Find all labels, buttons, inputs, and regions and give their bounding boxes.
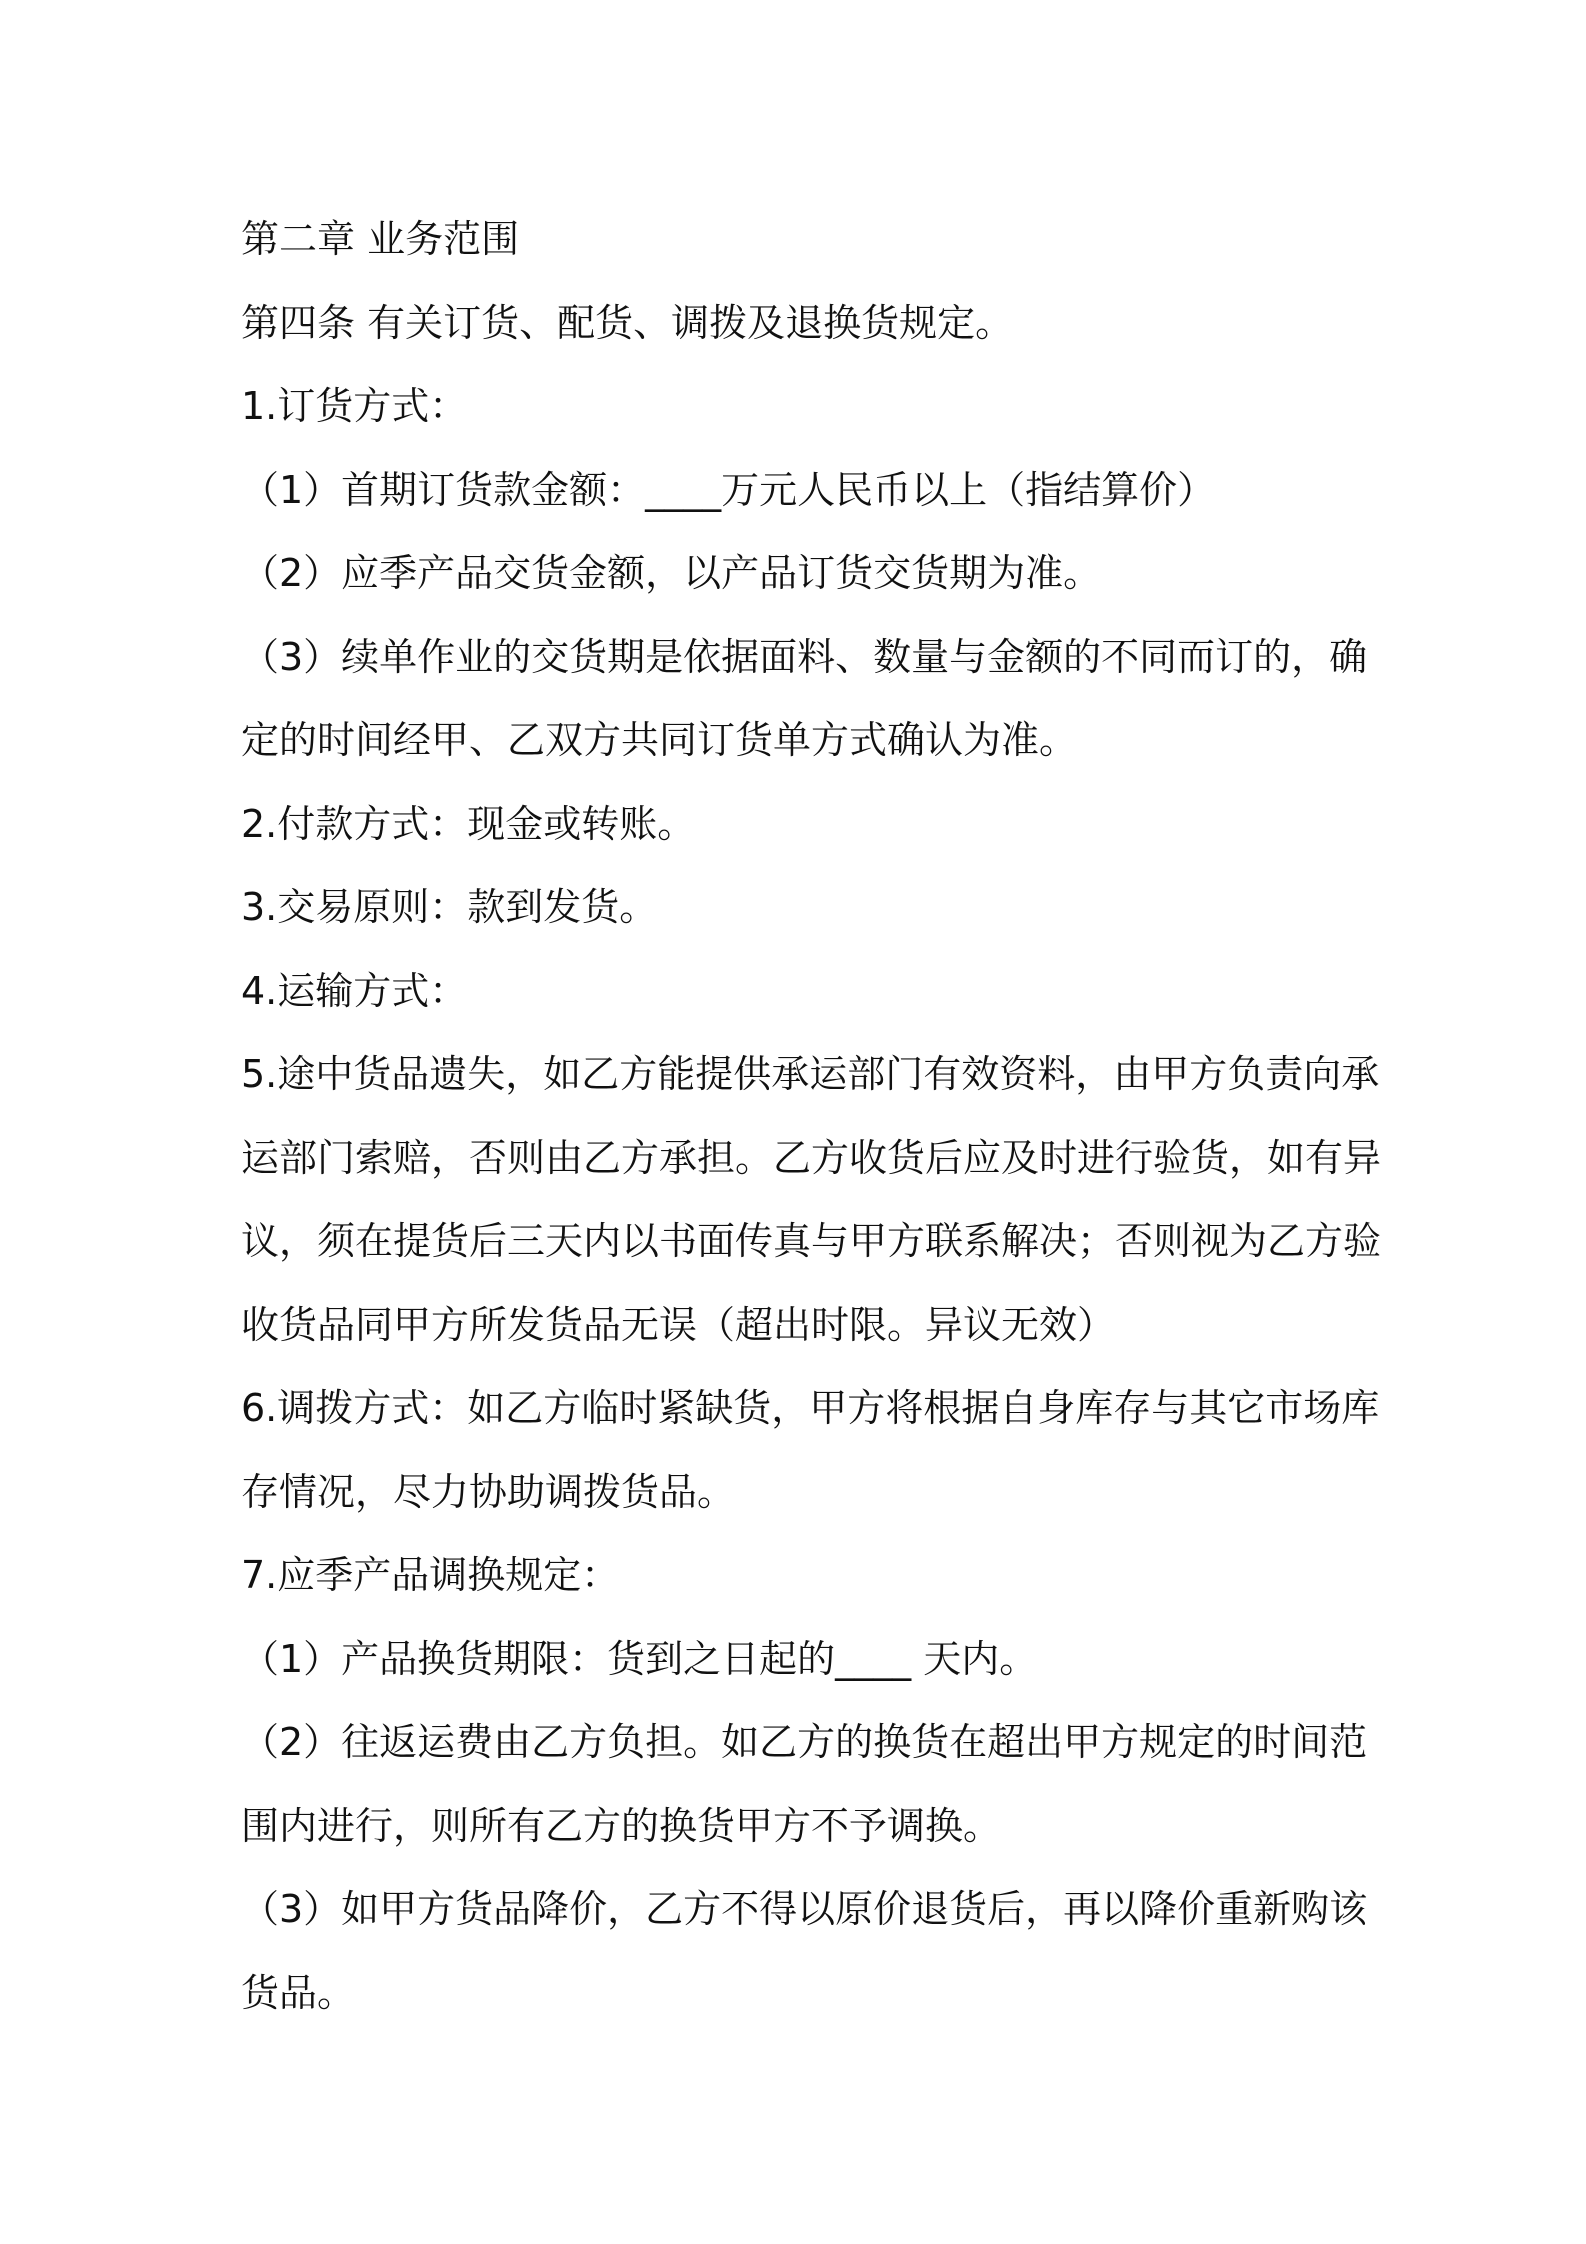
clause-line: 4.运输方式： [241,968,468,1013]
clause-line: 货品。 [241,1970,356,2015]
clause-line: 收货品同甲方所发货品无误（超出时限。异议无效） [241,1302,1116,1347]
clause-line: （3）续单作业的交货期是依据面料、数量与金额的不同而订的，确 [241,634,1368,679]
clause-line: 存情况，尽力协助调拨货品。 [241,1469,736,1514]
article-heading: 第四条 有关订货、配货、调拨及退换货规定。 [241,300,1014,345]
clause-line: （2）往返运费由乙方负担。如乙方的换货在超出甲方规定的时间范 [241,1720,1368,1764]
clause-line: 3.交易原则：款到发货。 [241,885,658,929]
clause-line: 2.付款方式：现金或转账。 [241,801,696,846]
clause-line: （2）应季产品交货金额，以产品订货交货期为准。 [241,551,1102,595]
chapter-heading: 第二章 业务范围 [241,217,520,261]
clause-line: 围内进行，则所有乙方的换货甲方不予调换。 [241,1803,1002,1848]
clause-line: 运部门索赔，否则由乙方承担。乙方收货后应及时进行验货，如有异 [241,1135,1382,1180]
clause-line: （1）产品换货期限：货到之日起的____ 天内。 [241,1636,1038,1681]
clause-line: 议，须在提货后三天内以书面传真与甲方联系解决；否则视为乙方验 [241,1219,1382,1263]
clause-line: 7.应季产品调换规定： [241,1553,620,1597]
clause-line: 定的时间经甲、乙双方共同订货单方式确认为准。 [241,718,1078,762]
clause-line: 5.途中货品遗失，如乙方能提供承运部门有效资料，由甲方负责向承 [241,1052,1380,1096]
clause-line: （3）如甲方货品降价，乙方不得以原价退货后，再以降价重新购该 [241,1887,1368,1931]
clause-line: 1.订货方式： [241,384,468,428]
clause-line: （1）首期订货款金额：____万元人民币以上（指结算价） [241,467,1216,512]
document-body [241,198,1382,2035]
clause-line: 6.调拨方式：如乙方临时紧缺货，甲方将根据自身库存与其它市场库 [241,1386,1380,1430]
